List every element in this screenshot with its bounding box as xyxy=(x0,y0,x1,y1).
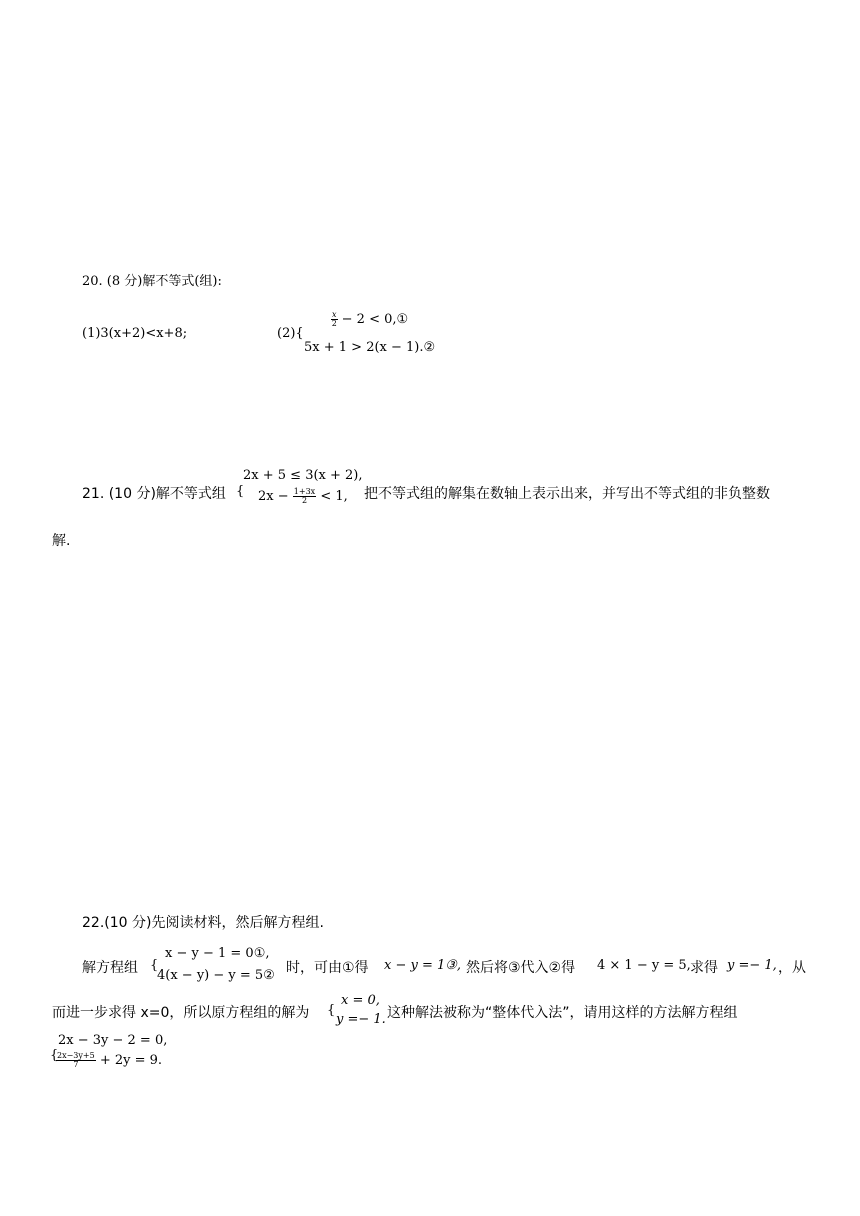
q20-eq1-frac-num: x xyxy=(332,310,337,319)
q22-p1-text2: 然后将③代入②得 xyxy=(466,960,576,976)
q22-p1-text1: 时，可由①得 xyxy=(286,960,369,976)
q20-heading: 20. (8 分)解不等式(组): xyxy=(82,274,222,289)
q22-p1-text4: ，从 xyxy=(778,960,806,976)
q22-heading: 22.(10 分)先阅读材料，然后解方程组. xyxy=(82,915,324,931)
q20-eq1-rest: − 2 < 0,① xyxy=(341,312,409,327)
q20-eq1-fraction xyxy=(331,311,338,328)
q22-p2-text1: 而进一步求得 x=0，所以原方程组的解为 xyxy=(52,1005,310,1021)
q21-eq1: 2x + 5 ≤ 3(x + 2), xyxy=(243,468,363,483)
q21-eq2-frac-den: 2 xyxy=(301,496,308,505)
q22-p1-eq1: x − y − 1 = 0①, xyxy=(165,946,270,961)
q22-sys-brace: { xyxy=(50,1048,59,1063)
q22-p2-text2: 这种解法被称为“整体代入法”，请用这样的方法解方程组 xyxy=(387,1005,738,1021)
q22-p2-eq2: y =− 1. xyxy=(336,1012,386,1027)
q22-p1-lead: 解方程组 xyxy=(82,960,138,976)
q22-p2-brace: { xyxy=(327,1003,336,1018)
q22-p1-brace: { xyxy=(150,958,159,973)
q21-prefix: 21. (10 分)解不等式组 xyxy=(82,486,226,502)
q20-eq2: 5x + 1 > 2(x − 1).② xyxy=(304,340,436,355)
q22-p1-m2: 4 × 1 − y = 5, xyxy=(597,958,691,973)
q21-line2: 解. xyxy=(52,533,71,549)
q21-eq2 xyxy=(258,488,348,505)
q22-p1-eq2: 4(x − y) − y = 5② xyxy=(157,968,275,983)
q22-sys-fraction xyxy=(56,1052,96,1069)
q21-brace: { xyxy=(236,484,245,499)
q21-eq2-fraction xyxy=(293,488,316,505)
q20-part2-label: (2){ xyxy=(277,326,304,341)
q20-eq1 xyxy=(331,311,408,328)
q22-sys-frac-num: 2x−3y+5 xyxy=(57,1051,95,1060)
q22-p1-m3: y =− 1, xyxy=(727,958,777,973)
q21-eq2-pre: 2x − xyxy=(258,489,289,504)
q22-sys-frac-den: 7 xyxy=(73,1060,79,1069)
q22-p2-eq1: x = 0, xyxy=(341,993,380,1008)
q21-eq2-frac-num: 1+3x xyxy=(293,487,316,496)
q22-sys-eq1: 2x − 3y − 2 = 0, xyxy=(58,1033,168,1048)
q22-sys-eq2-post: + 2y = 9. xyxy=(99,1053,163,1068)
q22-sys-eq2 xyxy=(56,1052,162,1069)
q21-suffix: 把不等式组的解集在数轴上表示出来，并写出不等式组的非负整数 xyxy=(364,486,770,502)
q21-eq2-post: < 1, xyxy=(320,489,348,504)
q20-eq1-frac-den: 2 xyxy=(331,319,337,328)
q22-p1-m1: x − y = 1③, xyxy=(384,958,462,973)
q20-part1: (1)3(x+2)<x+8; xyxy=(82,326,188,341)
q22-p1-text3: 求得 xyxy=(690,960,718,976)
